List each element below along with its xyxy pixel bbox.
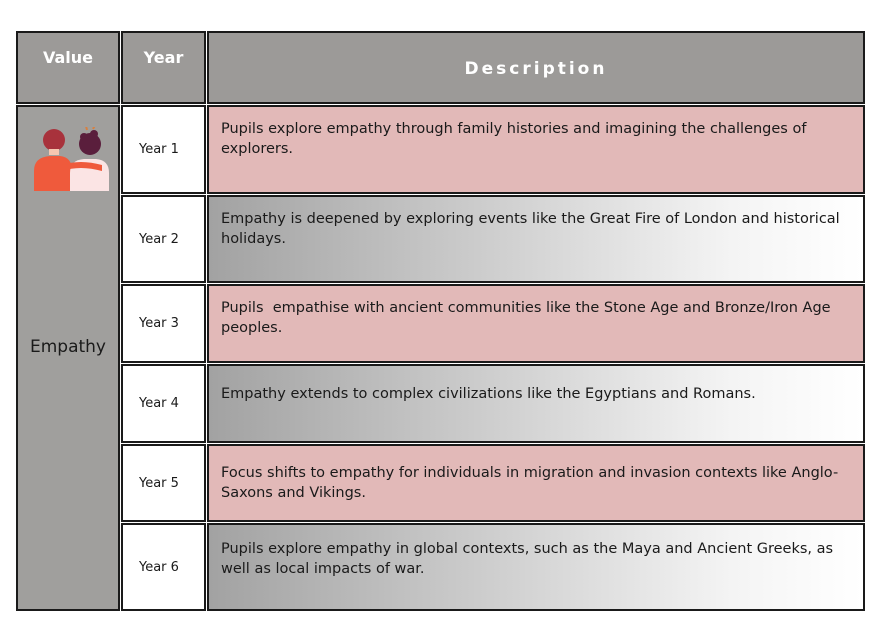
description-cell-3 — [207, 284, 865, 363]
header-year-cell — [121, 31, 206, 104]
description-cell-5 — [207, 444, 865, 522]
year-label: Year 6 — [139, 559, 179, 575]
description-text: Focus shifts to empathy for individuals in migration and invasion contexts like Anglo-Saxons and Vikings. — [221, 465, 839, 501]
description-text: Empathy is deepened by exploring events like the Great Fire of London and historical holidays. — [221, 211, 840, 247]
header-value-label: Value — [42, 48, 94, 67]
year-label: Year 4 — [139, 396, 179, 411]
two-people-embrace-icon — [32, 127, 112, 197]
description-text: Pupils explore empathy in global contexts, such as the Maya and Ancient Greeks, as well as local impacts of war. — [221, 541, 834, 577]
description-text: Empathy extends to complex civilizations like the Egyptians and Romans. — [221, 386, 756, 402]
year-label: Year 3 — [139, 316, 179, 331]
description-cell-2 — [207, 195, 865, 283]
year-cell-5 — [121, 444, 206, 522]
year-cell-4 — [121, 364, 206, 443]
description-text: Pupils empathise with ancient communities like the Stone Age and Bronze/Iron Age peoples. — [221, 300, 836, 336]
description-cell-6 — [207, 523, 865, 611]
year-label: Year 1 — [139, 142, 179, 157]
description-cell-4 — [207, 364, 865, 443]
header-description-cell — [207, 31, 865, 104]
header-year-label: Year — [143, 48, 184, 67]
header-value-cell — [16, 31, 120, 104]
year-cell-6 — [121, 523, 206, 611]
year-label: Year 5 — [139, 475, 179, 491]
year-cell-3 — [121, 284, 206, 363]
year-label: Year 2 — [139, 231, 179, 247]
header-description-label: Description — [464, 59, 608, 79]
description-cell-1 — [207, 105, 865, 194]
value-label: Empathy — [29, 337, 106, 357]
year-cell-1 — [121, 105, 206, 194]
description-text: Pupils explore empathy through family histories and imagining the challenges of explorers. — [221, 121, 807, 157]
value-cell — [16, 105, 120, 611]
year-cell-2 — [121, 195, 206, 283]
